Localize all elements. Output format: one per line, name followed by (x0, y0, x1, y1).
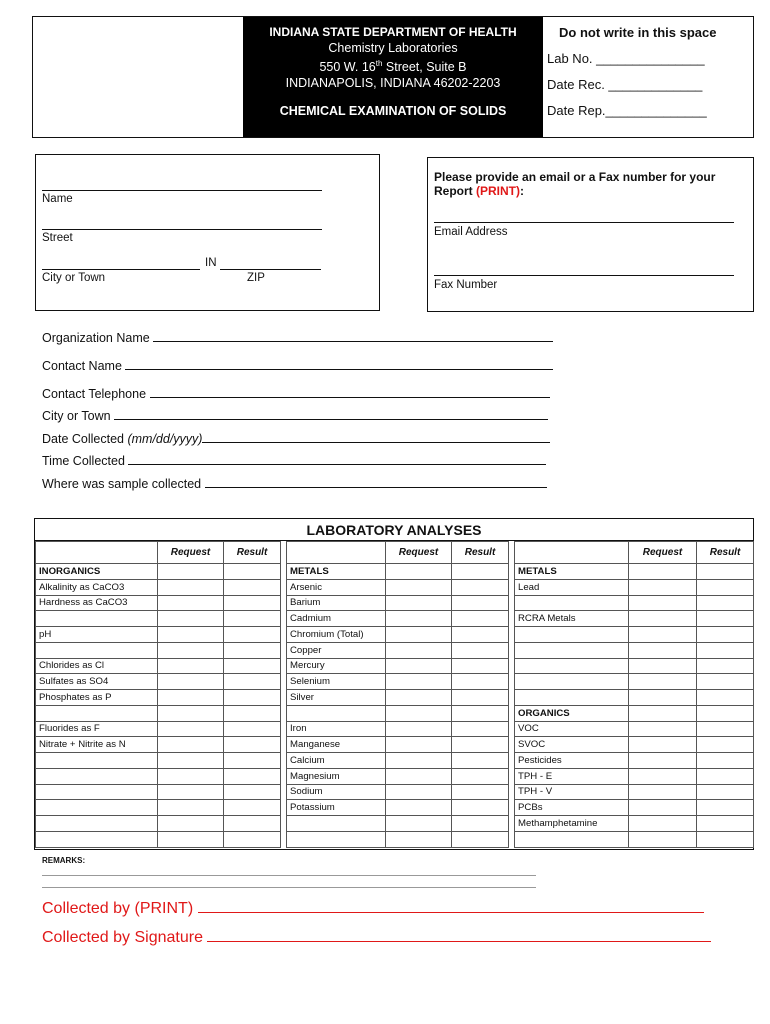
department-name: INDIANA STATE DEPARTMENT OF HEALTH (269, 25, 517, 39)
analyte-name (36, 768, 158, 784)
request-cell[interactable] (629, 784, 697, 800)
lab-address-block (243, 17, 543, 137)
analyte-name: Selenium (287, 674, 386, 690)
analyte-name (515, 642, 629, 658)
request-cell[interactable] (158, 579, 224, 595)
analyte-name: PCBs (515, 800, 629, 816)
request-cell[interactable] (629, 737, 697, 753)
analyte-name: Arsenic (287, 579, 386, 595)
lab-name: Chemistry Laboratories (328, 41, 458, 55)
result-cell[interactable] (452, 658, 509, 674)
result-cell[interactable] (697, 753, 754, 769)
request-cell[interactable] (386, 579, 452, 595)
request-cell[interactable] (386, 800, 452, 816)
analyte-name: Chromium (Total) (287, 627, 386, 643)
request-cell[interactable] (386, 768, 452, 784)
analyte-name (515, 595, 629, 611)
analyte-name: METALS (515, 564, 629, 580)
result-cell[interactable] (224, 737, 281, 753)
analyte-name: RCRA Metals (515, 611, 629, 627)
table-row (36, 658, 754, 674)
state-label: IN (205, 257, 217, 269)
request-cell[interactable] (386, 627, 452, 643)
request-cell[interactable] (629, 690, 697, 706)
remarks-line[interactable] (42, 875, 536, 876)
request-cell[interactable] (386, 658, 452, 674)
form-title: CHEMICAL EXAMINATION OF SOLIDS (279, 104, 507, 119)
analyte-name (287, 831, 386, 847)
request-cell[interactable] (629, 595, 697, 611)
result-cell[interactable] (697, 831, 754, 847)
report-contact-title: Please provide an email or a Fax number for your Report (PRINT): (434, 170, 716, 198)
table-row (36, 721, 754, 737)
mailing-address-box (35, 154, 380, 311)
request-cell[interactable] (158, 564, 224, 580)
result-cell[interactable] (697, 564, 754, 580)
result-cell[interactable] (452, 800, 509, 816)
contact-telephone-field[interactable]: Contact Telephone (42, 387, 550, 401)
request-cell[interactable] (158, 690, 224, 706)
result-cell[interactable] (224, 753, 281, 769)
analyte-header-cell (515, 542, 629, 564)
result-cell[interactable] (452, 784, 509, 800)
analyte-name: Alkalinity as CaCO3 (36, 579, 158, 595)
analyte-name: Silver (287, 690, 386, 706)
table-row (36, 784, 754, 800)
city-line[interactable] (42, 269, 200, 270)
analyte-name: Mercury (287, 658, 386, 674)
lab-header-row (36, 542, 754, 564)
result-cell[interactable] (697, 800, 754, 816)
request-header: Request (386, 542, 452, 564)
analyte-name (287, 705, 386, 721)
request-cell[interactable] (386, 564, 452, 580)
zip-label: ZIP (247, 272, 265, 284)
office-use-block (545, 17, 751, 137)
analyte-name: Nitrate + Nitrite as N (36, 737, 158, 753)
analyte-name: Sulfates as SO4 (36, 674, 158, 690)
result-cell[interactable] (697, 579, 754, 595)
request-cell[interactable] (629, 674, 697, 690)
table-row (36, 737, 754, 753)
request-cell[interactable] (158, 674, 224, 690)
request-cell[interactable] (158, 658, 224, 674)
table-row (36, 595, 754, 611)
result-cell[interactable] (224, 658, 281, 674)
lab-no-field[interactable]: Lab No. _______________ (547, 51, 705, 66)
result-cell[interactable] (224, 564, 281, 580)
result-cell[interactable] (452, 753, 509, 769)
result-cell[interactable] (452, 768, 509, 784)
request-cell[interactable] (158, 627, 224, 643)
request-cell[interactable] (386, 674, 452, 690)
result-cell[interactable] (697, 721, 754, 737)
table-row (36, 627, 754, 643)
table-row (36, 831, 754, 847)
request-cell[interactable] (158, 800, 224, 816)
table-row (36, 611, 754, 627)
table-row (36, 579, 754, 595)
analyte-name: Copper (287, 642, 386, 658)
result-cell[interactable] (452, 627, 509, 643)
request-cell[interactable] (158, 768, 224, 784)
analyte-name: INORGANICS (36, 564, 158, 580)
request-cell[interactable] (629, 642, 697, 658)
analyte-name: Fluorides as F (36, 721, 158, 737)
request-cell[interactable] (629, 627, 697, 643)
result-cell[interactable] (452, 564, 509, 580)
request-cell[interactable] (629, 721, 697, 737)
result-cell[interactable] (224, 705, 281, 721)
result-header: Result (224, 542, 281, 564)
result-cell[interactable] (224, 768, 281, 784)
result-cell[interactable] (697, 674, 754, 690)
time-collected-field[interactable]: Time Collected (42, 454, 546, 468)
result-cell[interactable] (224, 595, 281, 611)
contact-name-field[interactable]: Contact Name (42, 359, 553, 373)
request-cell[interactable] (386, 721, 452, 737)
request-cell[interactable] (629, 579, 697, 595)
result-cell[interactable] (697, 784, 754, 800)
analyte-name: Iron (287, 721, 386, 737)
result-cell[interactable] (452, 674, 509, 690)
analyte-name: VOC (515, 721, 629, 737)
analyte-name: Phosphates as P (36, 690, 158, 706)
table-row (36, 816, 754, 832)
analyte-name (515, 658, 629, 674)
analyte-name (515, 690, 629, 706)
city-town-field[interactable]: City or Town (42, 409, 548, 423)
result-cell[interactable] (697, 658, 754, 674)
table-row (36, 768, 754, 784)
result-cell[interactable] (224, 611, 281, 627)
result-cell[interactable] (697, 595, 754, 611)
request-cell[interactable] (158, 642, 224, 658)
analyte-name: Calcium (287, 753, 386, 769)
result-cell[interactable] (452, 737, 509, 753)
email-line[interactable] (434, 222, 734, 223)
request-cell[interactable] (629, 753, 697, 769)
email-label: Email Address (434, 226, 508, 238)
request-cell[interactable] (386, 784, 452, 800)
result-cell[interactable] (452, 579, 509, 595)
analyses-grid (35, 541, 754, 848)
result-cell[interactable] (224, 816, 281, 832)
result-cell[interactable] (697, 737, 754, 753)
collected-by-print-field[interactable]: Collected by (PRINT) (42, 899, 704, 918)
result-cell[interactable] (697, 690, 754, 706)
result-cell[interactable] (452, 831, 509, 847)
analyte-name (36, 705, 158, 721)
result-cell[interactable] (224, 579, 281, 595)
analyte-name (36, 816, 158, 832)
laboratory-analyses-table (34, 518, 754, 850)
analyte-name: Chlorides as Cl (36, 658, 158, 674)
request-cell[interactable] (386, 595, 452, 611)
analyte-name (36, 753, 158, 769)
request-cell[interactable] (629, 816, 697, 832)
analyte-name (515, 627, 629, 643)
name-line[interactable] (42, 190, 322, 191)
analyte-name: Hardness as CaCO3 (36, 595, 158, 611)
analyte-name: Cadmium (287, 611, 386, 627)
street-label: Street (42, 232, 73, 244)
result-cell[interactable] (452, 611, 509, 627)
request-cell[interactable] (629, 705, 697, 721)
analyte-name: Methamphetamine (515, 816, 629, 832)
analyte-name: TPH - V (515, 784, 629, 800)
lab-analyses-title: LABORATORY ANALYSES (35, 519, 753, 541)
request-cell[interactable] (386, 816, 452, 832)
analyte-name: Lead (515, 579, 629, 595)
analyte-name (287, 816, 386, 832)
request-cell[interactable] (158, 595, 224, 611)
analyte-name (36, 642, 158, 658)
office-use-title: Do not write in this space (559, 25, 717, 40)
lab-street: 550 W. 16th Street, Suite B (319, 59, 467, 75)
request-cell[interactable] (629, 800, 697, 816)
fax-line[interactable] (434, 275, 734, 276)
result-cell[interactable] (452, 595, 509, 611)
result-cell[interactable] (697, 627, 754, 643)
analyte-name (515, 674, 629, 690)
street-line[interactable] (42, 229, 322, 230)
analyte-name: TPH - E (515, 768, 629, 784)
result-cell[interactable] (224, 642, 281, 658)
request-cell[interactable] (629, 831, 697, 847)
request-header: Request (629, 542, 697, 564)
name-label: Name (42, 193, 73, 205)
date-rep-field[interactable]: Date Rep.______________ (547, 103, 707, 118)
table-row (36, 674, 754, 690)
collected-by-signature-field[interactable]: Collected by Signature (42, 928, 711, 947)
analyte-header-cell (287, 542, 386, 564)
table-row (36, 690, 754, 706)
report-contact-box (427, 157, 754, 312)
result-cell[interactable] (452, 705, 509, 721)
request-cell[interactable] (629, 768, 697, 784)
remarks-line[interactable] (42, 887, 536, 888)
analyte-name (36, 784, 158, 800)
request-cell[interactable] (158, 737, 224, 753)
request-cell[interactable] (386, 831, 452, 847)
analyte-name: pH (36, 627, 158, 643)
analyte-name: METALS (287, 564, 386, 580)
date-collected-field[interactable]: Date Collected (mm/dd/yyyy) (42, 432, 550, 446)
header-box (32, 16, 754, 138)
request-cell[interactable] (158, 721, 224, 737)
table-row (36, 800, 754, 816)
table-row (36, 753, 754, 769)
analyte-name (36, 831, 158, 847)
result-cell[interactable] (697, 768, 754, 784)
request-cell[interactable] (386, 690, 452, 706)
analyte-name: SVOC (515, 737, 629, 753)
result-header: Result (452, 542, 509, 564)
request-cell[interactable] (158, 705, 224, 721)
result-cell[interactable] (224, 674, 281, 690)
request-cell[interactable] (629, 611, 697, 627)
request-cell[interactable] (629, 658, 697, 674)
analyte-name (36, 800, 158, 816)
table-row (36, 642, 754, 658)
result-cell[interactable] (224, 721, 281, 737)
table-row (36, 564, 754, 580)
request-cell[interactable] (158, 611, 224, 627)
result-cell[interactable] (697, 611, 754, 627)
request-cell[interactable] (386, 737, 452, 753)
request-cell[interactable] (158, 784, 224, 800)
request-cell[interactable] (158, 831, 224, 847)
table-row (36, 705, 754, 721)
organization-name-field[interactable]: Organization Name (42, 331, 553, 345)
remarks-label: REMARKS: (42, 856, 86, 865)
request-cell[interactable] (386, 705, 452, 721)
request-cell[interactable] (629, 564, 697, 580)
result-cell[interactable] (224, 784, 281, 800)
result-cell[interactable] (697, 816, 754, 832)
sample-location-field[interactable]: Where was sample collected (42, 477, 547, 491)
request-header: Request (158, 542, 224, 564)
result-cell[interactable] (224, 690, 281, 706)
result-cell[interactable] (452, 816, 509, 832)
result-cell[interactable] (452, 642, 509, 658)
analyte-name: Manganese (287, 737, 386, 753)
analyte-name (515, 831, 629, 847)
fax-label: Fax Number (434, 279, 498, 291)
result-header: Result (697, 542, 754, 564)
request-cell[interactable] (386, 611, 452, 627)
analyte-name (36, 611, 158, 627)
result-cell[interactable] (697, 642, 754, 658)
date-rec-field[interactable]: Date Rec. _____________ (547, 77, 703, 92)
analyte-name: Barium (287, 595, 386, 611)
request-cell[interactable] (386, 753, 452, 769)
result-cell[interactable] (224, 831, 281, 847)
analyte-name: Pesticides (515, 753, 629, 769)
zip-line[interactable] (220, 269, 321, 270)
analyte-name: Potassium (287, 800, 386, 816)
request-cell[interactable] (386, 642, 452, 658)
lab-city: INDIANAPOLIS, INDIANA 46202-2203 (285, 76, 501, 91)
city-label: City or Town (42, 272, 106, 284)
analyte-name: ORGANICS (515, 705, 629, 721)
analyte-name: Sodium (287, 784, 386, 800)
result-cell[interactable] (224, 627, 281, 643)
analyte-header-cell (36, 542, 158, 564)
request-cell[interactable] (158, 753, 224, 769)
result-cell[interactable] (697, 705, 754, 721)
analyte-name: Magnesium (287, 768, 386, 784)
result-cell[interactable] (452, 690, 509, 706)
result-cell[interactable] (452, 721, 509, 737)
result-cell[interactable] (224, 800, 281, 816)
request-cell[interactable] (158, 816, 224, 832)
